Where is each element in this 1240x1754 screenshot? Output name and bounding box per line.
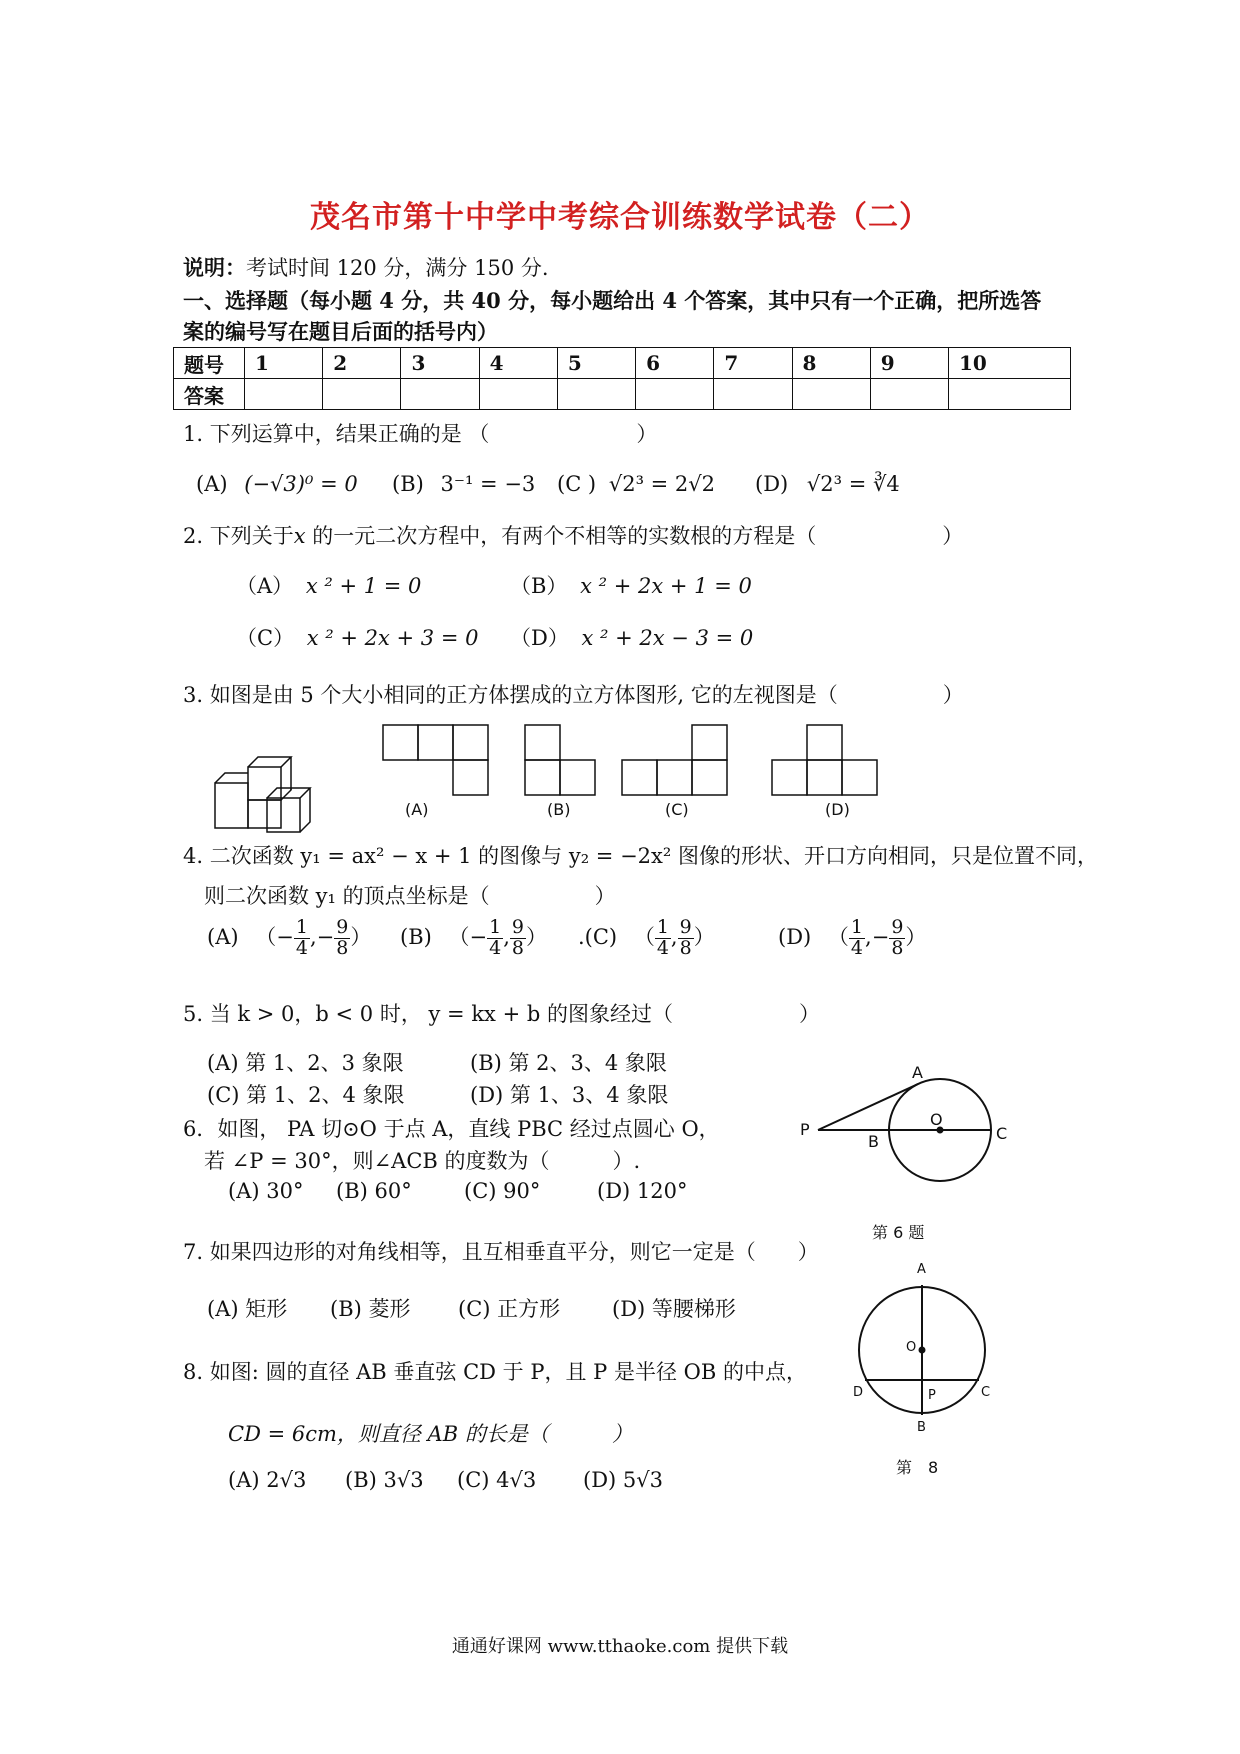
- q8-label-a: A: [917, 1262, 926, 1277]
- q2-option-b-expr: x ² + 2x + 1 = 0: [580, 574, 752, 598]
- q1-option-d-label: (D): [755, 472, 789, 496]
- answer-cell-9[interactable]: [870, 379, 948, 410]
- answer-cell-2[interactable]: [323, 379, 401, 410]
- q4-option-d-label: (D): [778, 924, 812, 949]
- q8-stem-line1: 8. 如图: 圆的直径 AB 垂直弦 CD 于 P，且 P 是半径 OB 的中点，: [183, 1360, 807, 1384]
- q1-option-c-label: (C ): [557, 472, 597, 496]
- q6-label-b: B: [868, 1132, 879, 1151]
- q6-option-c: (C) 90°: [464, 1179, 541, 1203]
- q8-label-o: O: [906, 1340, 917, 1355]
- answer-cell-6[interactable]: [636, 379, 714, 410]
- q3-label-a: (A): [405, 800, 429, 819]
- q6-label-a: A: [912, 1063, 923, 1082]
- answer-cell-8[interactable]: [792, 379, 870, 410]
- answer-table-answer-row: [174, 379, 1071, 410]
- answer-cell-7[interactable]: [714, 379, 792, 410]
- answer-table: [173, 347, 1071, 410]
- q6-label-c: C: [996, 1124, 1008, 1143]
- q2-option-a-label: （A）: [236, 574, 294, 598]
- q2-option-d-label: （D）: [510, 626, 569, 650]
- q1-option-d: [755, 472, 900, 496]
- q8-label-d: D: [853, 1385, 864, 1400]
- q8-label-c: C: [981, 1385, 991, 1400]
- q5-option-d: (D) 第 1、3、4 象限: [470, 1083, 669, 1107]
- q4-c-frac2: $\frac{9}{8}$: [679, 916, 692, 959]
- answer-cell-5[interactable]: [557, 379, 635, 410]
- q8-caption: 第 8: [896, 1458, 939, 1477]
- table-number-5: 5: [557, 348, 635, 379]
- q2-option-b: [510, 570, 752, 600]
- table-number-10: 10: [948, 348, 1070, 379]
- q7-stem: 7. 如果四边形的对角线相等，且互相垂直平分，则它一定是（ ）: [183, 1240, 819, 1264]
- q1-option-d-expr: √2³ = ∛4: [806, 472, 900, 496]
- q4-a-sign2: −: [316, 924, 335, 949]
- q2-stem-post: 的一元二次方程中，有两个不相等的实数根的方程是（ ）: [305, 524, 964, 548]
- q6-label-p: P: [800, 1120, 810, 1139]
- q7-option-a: (A) 矩形: [207, 1297, 288, 1321]
- q2-option-a: [236, 570, 421, 600]
- q6-option-b: (B) 60°: [336, 1179, 412, 1203]
- q4-stem-line1: 4. 二次函数 y₁ = ax² − x + 1 的图像与 y₂ = −2x² 图像的形状、开口方向相同，只是位置不同，: [183, 844, 1098, 868]
- q5-stem: 5. 当 k > 0，b < 0 时， y = kx + b 的图象经过（ ）: [183, 1002, 820, 1026]
- q8-label-p: P: [928, 1388, 936, 1403]
- q1-option-c: [557, 472, 715, 496]
- q2-stem-pre: 2. 下列关于: [183, 524, 294, 548]
- answer-table-number-row: [174, 348, 1071, 379]
- answer-cell-1[interactable]: [245, 379, 323, 410]
- q1-option-b-label: (B): [392, 472, 424, 496]
- q4-b-frac1: $\frac{1}{4}$: [489, 916, 502, 959]
- q4-option-a-label: (A): [207, 924, 239, 949]
- q3-label-b: (B): [547, 800, 571, 819]
- section1-line1: 一、选择题（每小题 4 分，共 40 分，每小题给出 4 个答案，其中只有一个正确，把所选答: [183, 288, 1042, 313]
- q4-option-a: (A) （− $\frac{1}{4}$ ,− $\frac{9}{8}$ ）: [207, 916, 372, 959]
- q4-option-b: (B) （− $\frac{1}{4}$ , $\frac{9}{8}$ ）: [400, 916, 547, 959]
- q2-stem: [183, 520, 963, 550]
- table-number-6: 6: [636, 348, 714, 379]
- q2-option-b-label: （B）: [510, 574, 568, 598]
- table-number-4: 4: [479, 348, 557, 379]
- q3-option-a-view: [381, 723, 491, 799]
- q6-label-o: O: [930, 1110, 943, 1129]
- q3-option-c-view: [620, 723, 730, 799]
- q4-c-frac1: $\frac{1}{4}$: [656, 916, 669, 959]
- q2-option-d-expr: x ² + 2x − 3 = 0: [581, 626, 754, 650]
- table-number-9: 9: [870, 348, 948, 379]
- table-number-2: 2: [323, 348, 401, 379]
- table-header-answer: 答案: [174, 379, 245, 410]
- answer-cell-4[interactable]: [479, 379, 557, 410]
- q4-b-frac2: $\frac{9}{8}$: [511, 916, 524, 959]
- q2-option-c-expr: x ² + 2x + 3 = 0: [306, 626, 479, 650]
- table-number-8: 8: [792, 348, 870, 379]
- q1-option-b-expr: 3⁻¹ = −3: [440, 472, 536, 496]
- q8-stem-line2: CD = 6cm，则直径 AB 的长是（ ）: [228, 1422, 633, 1446]
- q3-option-b-view: [523, 723, 599, 799]
- q4-option-d: (D) （ $\frac{1}{4}$ ,− $\frac{9}{8}$ ）: [778, 916, 927, 959]
- q2-stem-var: x: [293, 524, 306, 548]
- note-text: 考试时间 120 分，满分 150 分.: [246, 256, 549, 280]
- q6-option-a: (A) 30°: [228, 1179, 304, 1203]
- q4-b-sign1: −: [469, 924, 488, 949]
- q2-option-c: [236, 622, 478, 652]
- section1-line2: 案的编号写在题目后面的括号内）: [183, 319, 498, 344]
- table-number-3: 3: [401, 348, 479, 379]
- q6-option-d: (D) 120°: [597, 1179, 688, 1203]
- q4-option-b-label: (B): [400, 924, 432, 949]
- q4-d-frac2: $\frac{9}{8}$: [891, 916, 904, 959]
- q7-option-b: (B) 菱形: [330, 1297, 411, 1321]
- q6-stem-line2: 若 ∠P = 30°，则∠ACB 的度数为（ ）.: [204, 1149, 641, 1173]
- q3-label-d: (D): [825, 800, 850, 819]
- q4-d-sign2: −: [871, 924, 890, 949]
- q7-option-d: (D) 等腰梯形: [612, 1297, 736, 1321]
- table-number-7: 7: [714, 348, 792, 379]
- q3-label-c: (C): [665, 800, 689, 819]
- q8-option-b: (B) 3√3: [345, 1468, 424, 1492]
- q5-option-a: (A) 第 1、2、3 象限: [207, 1051, 404, 1075]
- q1-option-b: [392, 472, 535, 496]
- table-number-1: 1: [245, 348, 323, 379]
- q5-option-b: (B) 第 2、3、4 象限: [470, 1051, 667, 1075]
- answer-cell-10[interactable]: [948, 379, 1070, 410]
- q2-option-d: [510, 622, 753, 652]
- q8-option-a: (A) 2√3: [228, 1468, 307, 1492]
- q4-a-frac1: $\frac{1}{4}$: [295, 916, 308, 959]
- q1-stem: 1. 下列运算中，结果正确的是 （ ）: [183, 422, 658, 446]
- q1-option-c-expr: √2³ = 2√2: [608, 472, 716, 496]
- answer-cell-3[interactable]: [401, 379, 479, 410]
- q8-label-b: B: [917, 1420, 926, 1435]
- note-label: 说明：: [183, 255, 246, 280]
- q7-option-c: (C) 正方形: [458, 1297, 561, 1321]
- page-title: 茂名市第十中学中考综合训练数学试卷（二）: [310, 200, 930, 235]
- footer-source: 通通好课网 www.tthaoke.com 提供下载: [451, 1636, 789, 1657]
- q1-option-a: [196, 472, 358, 496]
- q6-tangent-figure: [795, 1060, 1025, 1190]
- q4-option-c: .(C) （ $\frac{1}{4}$ , $\frac{9}{8}$ ）: [578, 916, 715, 959]
- exam-note: [183, 252, 549, 282]
- q5-option-c: (C) 第 1、2、4 象限: [207, 1083, 405, 1107]
- q4-stem-line2: 则二次函数 y₁ 的顶点坐标是（ ）: [204, 884, 616, 908]
- q1-option-a-label: (A): [196, 472, 228, 496]
- q4-d-frac1: $\frac{1}{4}$: [850, 916, 864, 959]
- q4-option-c-label: .(C): [578, 924, 618, 949]
- table-header-number: 题号: [174, 348, 245, 379]
- q3-stem: 3. 如图是由 5 个大小相同的正方体摆成的立方体图形, 它的左视图是（ ）: [183, 683, 964, 707]
- q4-a-frac2: $\frac{9}{8}$: [336, 916, 349, 959]
- q8-circle-figure: [850, 1280, 1000, 1430]
- q4-a-sign1: −: [276, 924, 294, 949]
- q3-option-d-view: [770, 723, 880, 799]
- q2-option-a-expr: x ² + 1 = 0: [305, 574, 422, 598]
- q8-option-c: (C) 4√3: [457, 1468, 537, 1492]
- q6-stem-line1: 6．如图， PA 切⊙O 于点 A，直线 PBC 经过点圆心 O，: [183, 1117, 720, 1141]
- q6-caption: 第 6 题: [872, 1223, 925, 1242]
- q2-option-c-label: （C）: [236, 626, 295, 650]
- q3-cube-figure: [210, 750, 335, 835]
- q8-option-d: (D) 5√3: [583, 1468, 664, 1492]
- q1-option-a-expr: (−√3)⁰ = 0: [244, 472, 358, 496]
